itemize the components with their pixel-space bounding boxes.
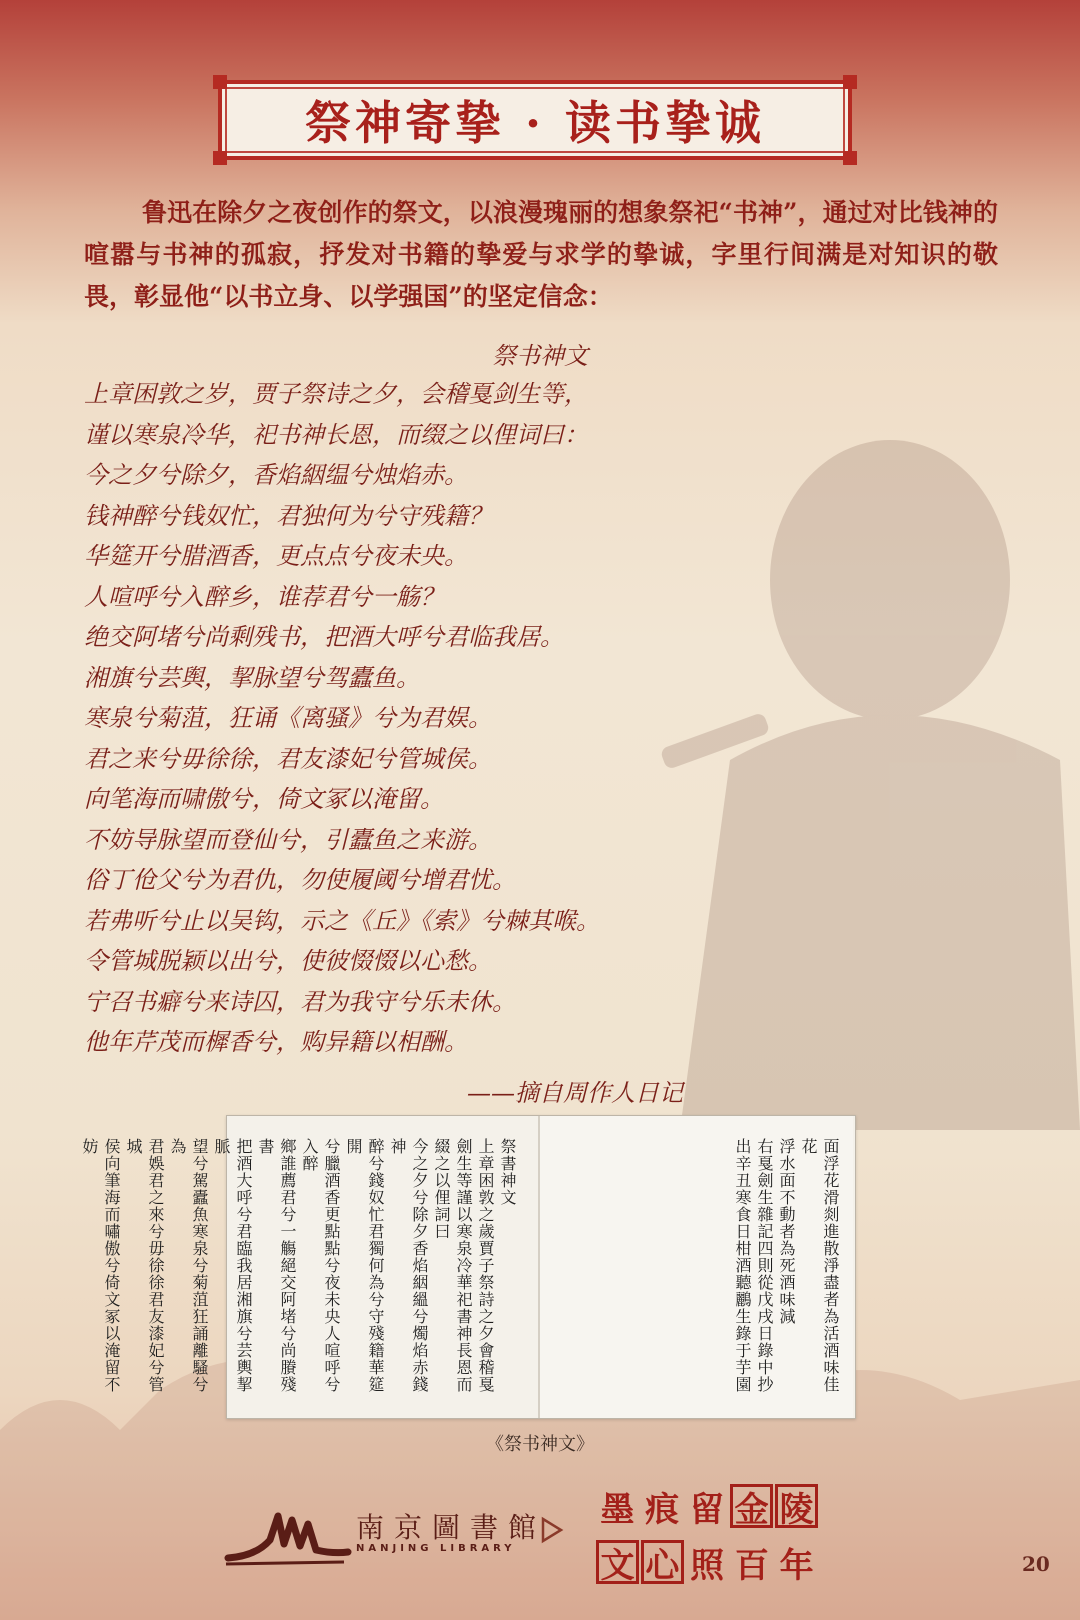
poem-line: 向笔海而啸傲兮，倚文冢以淹留。: [84, 785, 444, 813]
manuscript-column: 鄉誰薦君兮一觴絕交阿堵兮尚賸殘書: [256, 1138, 297, 1393]
poem-line: 今之夕兮除夕，香焰絪缊兮烛焰赤。: [84, 461, 468, 489]
manuscript-column: 浮水面不動者為死酒味減: [777, 1138, 796, 1325]
poem-line: 他年芹茂而樨香兮，购异籍以相酬。: [84, 1028, 468, 1056]
library-name-en: NANJING LIBRARY: [356, 1543, 516, 1554]
poem-line: 谨以寒泉冷华，祀书神长恩，而缀之以俚词曰：: [84, 420, 588, 449]
poem-title: 祭书神文: [492, 342, 588, 370]
slogan-char: 文: [596, 1540, 639, 1584]
corner-ornament: [213, 75, 227, 89]
poem-line: 宁召书癖兮来诗囚，君为我守兮乐未休。: [84, 987, 516, 1016]
poem-line: 俗丁伧父兮为君仇，勿使履阈兮增君忧。: [84, 866, 516, 894]
poem-line: 令管城脱颖以出兮，使彼惙惙以心愁。: [84, 947, 492, 975]
triangle-arrow-icon: [540, 1516, 564, 1544]
manuscript-column: 醉兮錢奴忙君獨何為兮守殘籍華筵開: [344, 1138, 385, 1393]
slogan-row: [596, 1540, 820, 1590]
manuscript-column: 祭書神文: [498, 1138, 517, 1206]
manuscript-left-page: [80, 1116, 540, 1418]
poem-line: 上章困敦之岁，贾子祭诗之夕，会稽戛剑生等，: [84, 380, 588, 408]
poem-line: 华筵开兮腊酒香，更点点兮夜未央。: [84, 542, 468, 570]
manuscript-column: 綴之以俚詞曰: [432, 1138, 451, 1240]
slogan-char: 金: [730, 1484, 773, 1528]
manuscript-column: 今之夕兮除夕香焰絪縕兮燭焰赤錢神: [388, 1138, 429, 1393]
slogan-char: 年: [779, 1545, 814, 1586]
manuscript-column: 右戛劍生雜記四則從戊戌日錄中抄: [755, 1138, 774, 1393]
poem-line: 人喧呼兮入醉乡，谁荐君兮一觞？: [84, 582, 444, 611]
manuscript-column: 兮臘酒香更點點兮夜未央人喧呼兮入醉: [300, 1138, 341, 1393]
slogan-char: 墨: [600, 1489, 635, 1530]
slogan-char: 陵: [775, 1484, 818, 1528]
manuscript-column: 望兮駕蠹魚寒泉兮菊菹狂誦離騷兮為: [168, 1138, 209, 1393]
library-name: 南京圖書館: [356, 1511, 547, 1544]
image-caption: 《祭书神文》: [486, 1434, 594, 1455]
intro-paragraph: 鲁迅在除夕之夜创作的祭文，以浪漫瑰丽的想象祭祀“书神”，通过对比钱神的喧嚣与书神的孤寂，抒发对书籍的挚爱与求学的挚诚，字里行间满是对知识的敬畏，彰显他“以书立身、以学强国”的坚定信念：: [84, 198, 998, 311]
page-number: 20: [1022, 1552, 1050, 1576]
manuscript-column: 把酒大呼兮君臨我居湘旗兮芸輿挈脈: [212, 1138, 253, 1393]
slogan-char: 留: [689, 1489, 724, 1530]
slogan-char: 心: [641, 1540, 684, 1584]
poem-line: 寒泉兮菊菹，狂诵《离骚》兮为君娱。: [84, 704, 492, 732]
manuscript-column: 劍生等謹以寒泉冷華祀書神長恩而: [454, 1138, 473, 1393]
corner-ornament: [843, 75, 857, 89]
poem-line: 君之来兮毋徐徐，君友漆妃兮管城侯。: [84, 744, 492, 773]
page-title: 祭神寄挚 · 读书挚诚: [304, 96, 766, 150]
poem-body: [84, 374, 844, 1063]
manuscript-column: 面浮花滑剡進散淨盡者為活酒味佳花: [799, 1138, 840, 1393]
poem-line: 绝交阿堵兮尚剩残书，把酒大呼兮君临我居。: [84, 623, 564, 651]
poem-line: 若弗听兮止以吴钩，示之《丘》《索》兮棘其喉。: [84, 906, 600, 935]
poem-line: 钱神醉兮钱奴忙，君独何为兮守残籍？: [84, 501, 492, 530]
manuscript-column: 侯向筆海而嘯傲兮倚文冢以淹留不妨: [80, 1138, 121, 1393]
manuscript-column: 出辛丑寒食日柑酒聽鸝生錄于芋園: [733, 1138, 752, 1393]
corner-ornament: [213, 151, 227, 165]
slogan-char: 痕: [645, 1489, 680, 1530]
manuscript-text: [731, 1138, 841, 1408]
manuscript-text: [78, 1138, 518, 1408]
slogan-row: [596, 1484, 820, 1534]
manuscript-column: 上章困敦之歲賈子祭詩之夕會稽戛: [476, 1138, 495, 1393]
slogan-block: [596, 1484, 820, 1594]
manuscript-column: 君娛君之來兮毋徐徐君友漆妃兮管城: [124, 1138, 165, 1393]
poem-line: 不妨导脉望而登仙兮，引蠹鱼之来游。: [84, 825, 492, 854]
manuscript-right-page: [540, 1116, 853, 1418]
poem-line: 湘旗兮芸舆，挈脉望兮驾蠹鱼。: [84, 663, 420, 692]
library-logo: [226, 1500, 566, 1570]
corner-ornament: [843, 151, 857, 165]
poem-source: ——摘自周作人日记: [467, 1079, 683, 1107]
library-emblem-icon: [226, 1500, 351, 1570]
title-banner: [218, 80, 852, 160]
slogan-char: 照: [690, 1545, 725, 1586]
slogan-char: 百: [734, 1545, 769, 1586]
manuscript-image: [80, 1115, 856, 1419]
